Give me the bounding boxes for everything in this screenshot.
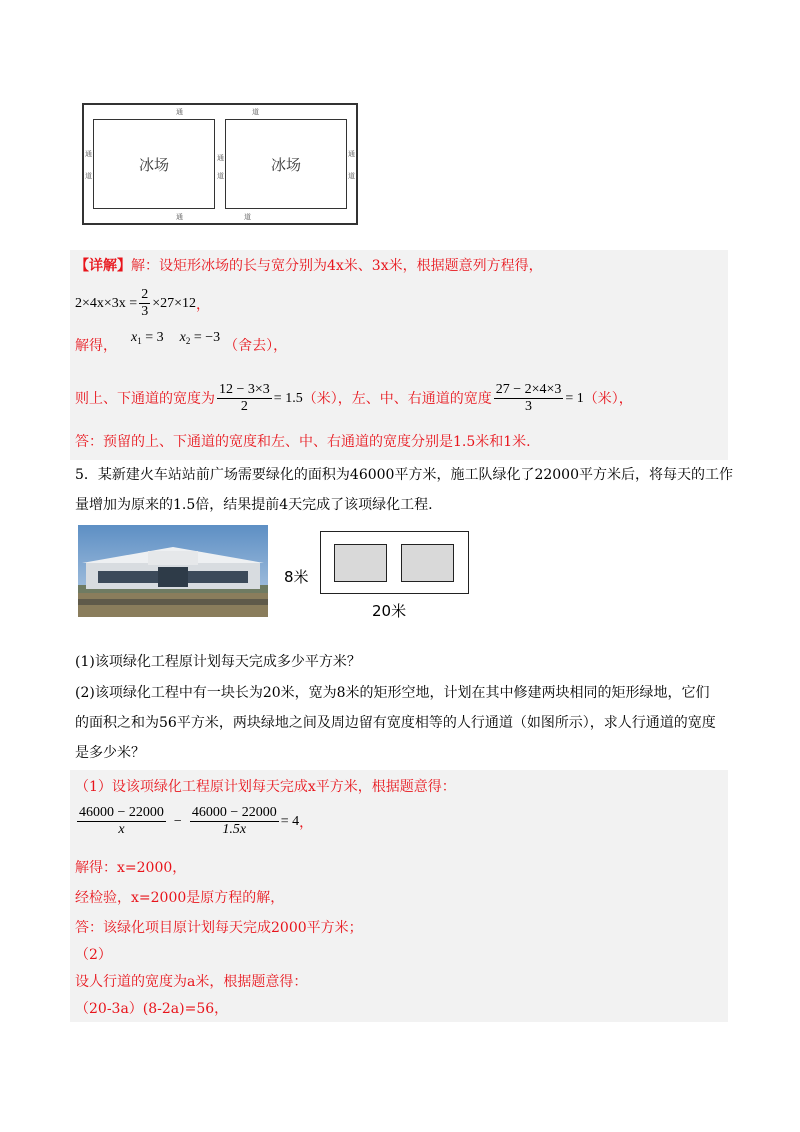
green-plot-left xyxy=(334,544,387,582)
f2-num: 46000 − 22000 xyxy=(191,805,277,820)
ice-rink-diagram xyxy=(82,103,358,225)
x1-value xyxy=(131,328,164,351)
question-1: (1)该项绿化工程原计划每天完成多少平方米？ xyxy=(75,654,361,670)
solution-5-line4: 答：该绿化项目原计划每天完成2000平方米； xyxy=(75,920,363,936)
eq1-right: ×27×12 xyxy=(152,295,196,311)
discard-note: （舍去）， xyxy=(224,337,288,354)
eq2-val: = 4 xyxy=(280,813,300,829)
detail-bracket: 【详解】 xyxy=(75,258,131,274)
solve-label: 解得， xyxy=(75,337,117,354)
f1-num: 46000 − 22000 xyxy=(79,805,164,820)
solution-5-line5: （2） xyxy=(75,947,112,963)
solution-4-text1: 解：设矩形冰场的长与宽分别为4x米、3x米，根据题意列方程得， xyxy=(131,258,543,274)
eq1-fraction xyxy=(139,287,150,320)
plan-width-label: 20米 xyxy=(372,602,407,620)
x2-value xyxy=(180,328,221,351)
f1-den: x xyxy=(118,822,125,837)
f2-den: 1.5x xyxy=(222,822,247,837)
rink-left xyxy=(93,119,215,209)
solve-line xyxy=(75,330,288,357)
eq2-fraction-2 xyxy=(190,805,279,838)
path-label-right-2: 道 xyxy=(348,172,355,180)
width-line xyxy=(75,382,633,415)
w2-den: 3 xyxy=(525,399,533,414)
w2-num: 27 − 2×4×3 xyxy=(495,382,562,397)
solution-5-line1: （1）设该项绿化工程原计划每天完成x平方米，根据题意得： xyxy=(75,779,456,795)
eq1-frac-den: 3 xyxy=(141,304,149,319)
path-label-mid-2: 道 xyxy=(217,172,224,180)
eq2-fraction-1 xyxy=(77,805,166,838)
x1-var: x xyxy=(131,330,138,345)
path-label-top-1: 通 xyxy=(176,108,183,116)
question-2-line1: (2)该项绿化工程中有一块长为20米，宽为8米的矩形空地，计划在其中修建两块相同的矩形绿地，它们 xyxy=(75,685,710,701)
solution-4-line1 xyxy=(75,256,543,276)
path-label-right-1: 通 xyxy=(348,150,355,158)
path-label-left-1: 通 xyxy=(85,150,92,158)
path-label-top-2: 道 xyxy=(252,108,259,116)
solution-5-line7: （20-3a）(8-2a)=56， xyxy=(75,1001,229,1017)
solution-5-line2: 解得：x=2000， xyxy=(75,860,187,876)
w1-num: 12 − 3×3 xyxy=(219,382,270,397)
eq2-minus: − xyxy=(173,813,182,829)
question-2-line2: 的面积之和为56平方米，两块绿地之间及周边留有宽度相等的人行通道（如图所示），求人行通道的宽度 xyxy=(75,715,716,731)
solution-5-line6: 设人行道的宽度为a米，根据题意得： xyxy=(75,974,308,990)
rink-left-label: 冰场 xyxy=(138,155,169,174)
width-intro: 则上、下通道的宽度为 xyxy=(75,390,215,407)
problem-5-line1: 5．某新建火车站站前广场需要绿化的面积为46000平方米，施工队绿化了22000平方米后，将每天的工作 xyxy=(75,467,733,483)
station-photo xyxy=(78,525,268,617)
eq2-end: ， xyxy=(299,815,314,831)
width-eq-2 xyxy=(492,382,584,415)
rink-right-label: 冰场 xyxy=(270,155,301,174)
solution-5-line3: 经检验，x=2000是原方程的解， xyxy=(75,890,285,906)
station-photo-image xyxy=(78,525,268,617)
eq1-frac-num: 2 xyxy=(141,287,149,302)
w1-val: = 1.5 xyxy=(273,390,303,406)
question-2-line3: 是多少米？ xyxy=(75,745,145,761)
x2-val: = −3 xyxy=(190,330,221,345)
w2-val: = 1 xyxy=(565,390,584,406)
w2-unit: （米）， xyxy=(583,390,633,407)
eq1-end: ， xyxy=(195,297,210,313)
path-label-bottom-1: 通 xyxy=(176,213,183,221)
equation-1 xyxy=(75,287,210,320)
x1-val: = 3 xyxy=(141,330,164,345)
x1-sub: 1 xyxy=(137,336,142,346)
path-label-left-2: 道 xyxy=(85,172,92,180)
eq1-left: 2×4x×3x = xyxy=(75,295,138,311)
width-eq-1 xyxy=(215,382,303,415)
green-plot-right xyxy=(401,544,454,582)
rink-right xyxy=(225,119,347,209)
w1-den: 2 xyxy=(240,399,248,414)
plan-diagram xyxy=(320,531,469,594)
path-label-mid-1: 通 xyxy=(217,154,224,162)
plan-height-label: 8米 xyxy=(284,568,309,586)
equation-2 xyxy=(75,805,313,838)
x2-sub: 2 xyxy=(185,336,191,346)
path-label-bottom-2: 道 xyxy=(244,213,251,221)
w1-unit: （米），左、中、右通道的宽度 xyxy=(302,390,492,407)
problem-5-line2: 量增加为原来的1.5倍，结果提前4天完成了该项绿化工程. xyxy=(75,497,433,513)
x2-var: x xyxy=(179,330,186,345)
solution-4-answer: 答：预留的上、下通道的宽度和左、中、右通道的宽度分别是1.5米和1米. xyxy=(75,434,531,450)
